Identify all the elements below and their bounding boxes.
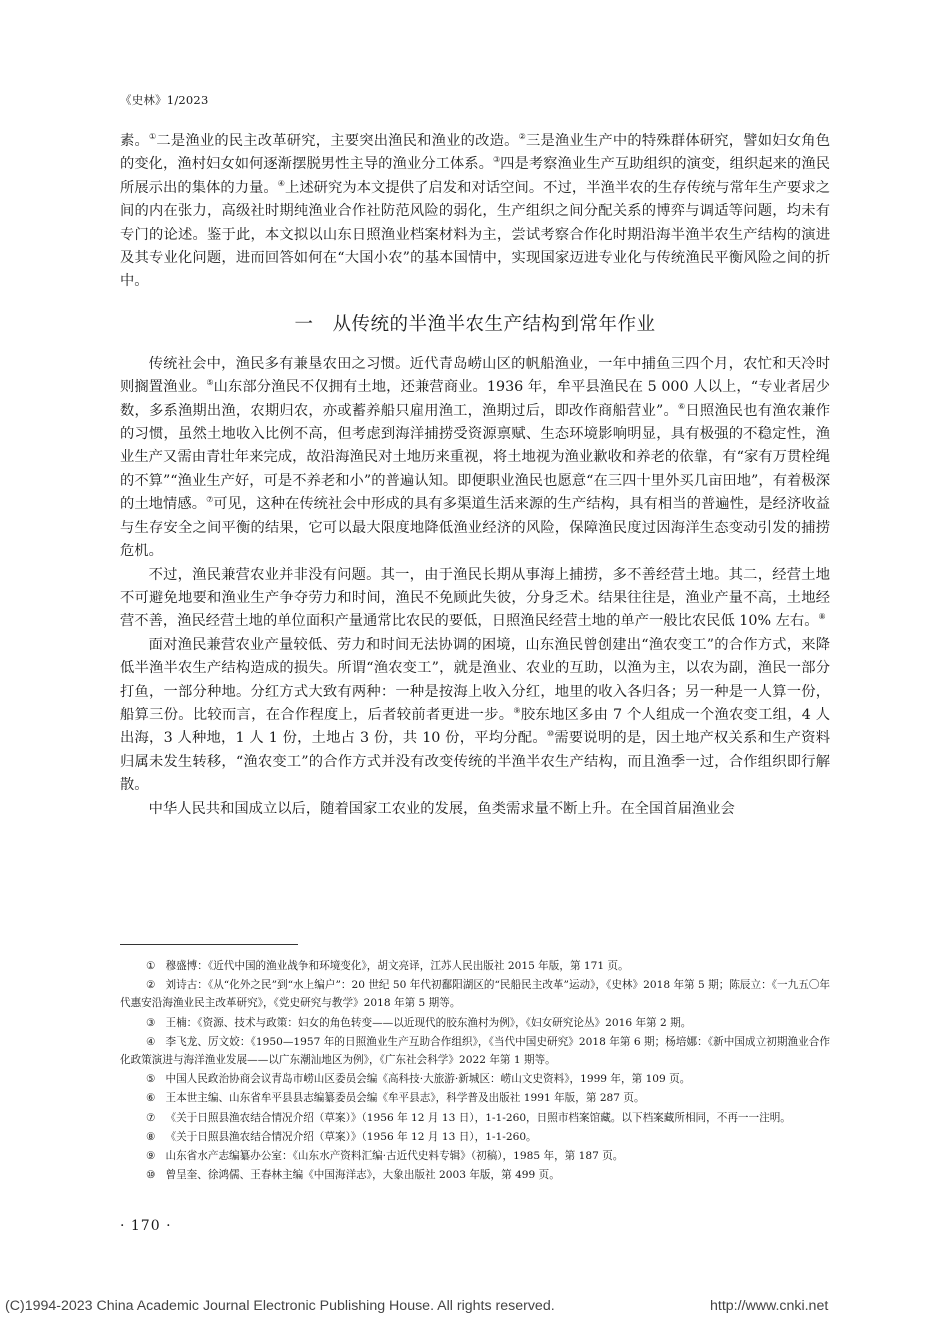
footnote-marker[interactable]: ⑥ — [677, 401, 686, 411]
footnote-number: ⑧ — [146, 1130, 156, 1143]
footnote — [120, 1166, 830, 1184]
footnote-text: 王本世主编、山东省牟平县县志编纂委员会编《牟平县志》，科学普及出版社 1991 年版，第 287 页。 — [165, 1092, 645, 1105]
footnote-text: 李飞龙、厉文姣：《1950—1957 年的日照渔业生产互助合作组织》，《当代中国史研究》2018 年第 6 期；杨培娜：《新中国成立初期渔业合作化政策演进与海洋渔业发展——以广东潮汕地区为例》，《广东社会科学》2022 年第 1 期等。 — [120, 1035, 830, 1067]
footnote-marker[interactable]: ⑩ — [546, 729, 555, 739]
footnote-text: 曾呈奎、徐鸿儒、王春林主编《中国海洋志》，大象出版社 2003 年版，第 499 页。 — [165, 1169, 560, 1182]
footnote-number: ⑥ — [146, 1092, 156, 1105]
footnote — [120, 1109, 830, 1127]
body-paragraph: 不过，渔民兼营农业并非没有问题。其一，由于渔民长期从事海上捕捞，多不善经营土地。其二，经营土地不可避免地要和渔业生产争夺劳力和时间，渔民不免顾此失彼，分身乏术。结果往往是，渔业产量不高，土地经营不善，渔民经营土地的单位面积产量通常比农民的要低，日照渔民经营土地的单产一般比农民低 10% 左右。⑧ — [120, 566, 830, 630]
footnotes — [120, 957, 830, 1185]
copyright-bar — [5, 1298, 945, 1314]
cnki-url[interactable]: http://www.cnki.net — [710, 1298, 829, 1314]
footnote-number: ③ — [146, 1016, 156, 1029]
footnote-text: 穆盛博：《近代中国的渔业战争和环境变化》，胡文亮译，江苏人民出版社 2015 年版，第 171 页。 — [165, 960, 629, 972]
footnote-number: ⑤ — [146, 1073, 156, 1086]
footnote-text: 《关于日照县渔农结合情况介绍（草案）》（1956 年 12 月 13 日），1-1-260，日照市档案馆藏。以下档案藏所相同，不再一一注明。 — [165, 1111, 791, 1124]
footnote — [120, 976, 830, 1012]
body-paragraph: 面对渔民兼营农业产量较低、劳力和时间无法协调的困境，山东渔民曾创建出“渔农变工”的合作方式，来降低半渔半农生产结构造成的损失。所谓“渔农变工”，就是渔业、农业的互助，以渔为主，以农为副，渔民一部分打鱼，一部分种地。分红方式大致有两种：一种是按海上收入分红，地里的收入各归各；另一种是一人算一份，船算三份。比较而言，在合作程度上，后者较前者更进一步。⑨胶东地区多由 7 个人组成一个渔农变工组，4 人出海，3 人种地，1 人 1 份，土地占 3 份，共 10 份，平均分配。⑩需要说明的是，因土地产权关系和生产资料归属未发生转移，“渔农变工”的合作方式并没有改变传统的半渔半农生产结构，而且渔季一过，合作组织即行解散。 — [120, 636, 831, 794]
footnote — [120, 1070, 830, 1088]
footnote — [120, 1089, 830, 1107]
footnote — [120, 1128, 830, 1146]
footnote-marker[interactable]: ④ — [277, 179, 285, 189]
footnote — [120, 1033, 830, 1069]
footnote-number: ⑦ — [146, 1111, 156, 1124]
footnote-number: ② — [146, 979, 156, 992]
article-body — [120, 130, 830, 821]
intro-paragraph: 素。①二是渔业的民主改革研究，主要突出渔民和渔业的改造。②三是渔业生产中的特殊群体研究，譬如妇女角色的变化，渔村妇女如何逐渐摆脱男性主导的渔业分工体系。③四是考察渔业生产互助组织的演变，组织起来的渔民所展示出的集体的力量。④上述研究为本文提供了启发和对话空间。不过，半渔半农的生存传统与常年生产要求之间的内在张力，高级社时期纯渔业合作社防范风险的弱化，生产组织之间分配关系的博弈与调适等问题，均未有专门的论述。鉴于此，本文拟以山东日照渔业档案材料为主，尝试考察合作化时期沿海半渔半农生产结构的演进及其专业化问题，进而回答如何在“大国小农”的基本国情中，实现国家迈进专业化与传统渔民平衡风险之间的折中。 — [120, 132, 831, 290]
body-paragraph: 传统社会中，渔民多有兼垦农田之习惯。近代青岛崂山区的帆船渔业，一年中捕鱼三四个月，农忙和天冷时则搁置渔业。⑤山东部分渔民不仅拥有土地，还兼营商业。1936 年，牟平县渔民在 5 000 人以上，“专业者居少数，多系渔期出渔，农期归农，亦或蓄养船只雇用渔工，渔期过后，即改作商船营业”。⑥日照渔民也有渔农兼作的习惯，虽然土地收入比例不高，但考虑到海洋捕捞受资源禀赋、生态环境影响明显，具有极强的不稳定性，渔业生产又需由青壮年来完成，故沿海渔民对土地历来重视，将土地视为渔业歉收和养老的依靠，有“家有万贯栓绳的不算”“渔业生产好，可是不养老和小”的普遍认知。即便职业渔民也愿意“在三四十里外买几亩田地”，有着极深的土地情感。⑦可见，这种在传统社会中形成的具有多渠道生活来源的生产结构，具有相当的普遍性，是经济收益与生存安全之间平衡的结果，它可以最大限度地降低渔业经济的风险，保障渔民度过因海洋生态变动引发的捕捞危机。 — [120, 355, 831, 560]
running-head: 《史林》1/2023 — [120, 93, 209, 107]
footnote-text: 刘诗古：《从“化外之民”到“水上编户”：20 世纪 50 年代初鄱阳湖区的“民船民主改革”运动》，《史林》2018 年第 5 期；陈辰立：《一九五〇年代惠安沿海渔业民主改革研究》，《党史研究与教学》2018 年第 5 期等。 — [120, 979, 831, 1010]
page-number: · 170 · — [120, 1218, 172, 1234]
footnote-number: ⑩ — [146, 1169, 156, 1182]
footnote-text: 王楠：《资源、技术与政策：妇女的角色转变——以近现代的胶东渔村为例》，《妇女研究论丛》2016 年第 2 期。 — [165, 1016, 692, 1029]
footnote-divider — [120, 944, 298, 945]
footnote — [120, 957, 830, 975]
footnote-number: ① — [146, 960, 156, 972]
body-paragraph: 中华人民共和国成立以后，随着国家工农业的发展，鱼类需求量不断上升。在全国首届渔业会 — [148, 800, 735, 817]
footnote — [120, 1014, 830, 1032]
footnote-number: ④ — [146, 1035, 156, 1048]
footnote-text: 《关于日照县渔农结合情况介绍（草案）》（1956 年 12 月 13 日），1-1-260。 — [165, 1130, 537, 1143]
section-title: 一 从传统的半渔半农生产结构到常年作业 — [294, 313, 656, 335]
copyright-notice: (C)1994-2023 China Academic Journal Electronic Publishing House. All rights reserved. — [5, 1298, 555, 1314]
footnote-marker[interactable]: ⑧ — [818, 612, 826, 622]
footnote-number: ⑨ — [146, 1150, 156, 1163]
footnote-text: 山东省水产志编纂办公室：《山东水产资料汇编·古近代史料专辑》（初稿），1985 年，第 187 页。 — [165, 1150, 624, 1163]
footnote-marker[interactable]: ⑤ — [206, 378, 214, 388]
footnote-marker[interactable]: ⑦ — [206, 495, 214, 505]
footnote-marker[interactable]: ⑨ — [513, 706, 521, 716]
footnote-marker[interactable]: ② — [518, 132, 526, 142]
footnote-text: 中国人民政治协商会议青岛市崂山区委员会编《高科技·大旅游·新城区：崂山文史资料》，1999 年，第 109 页。 — [165, 1073, 691, 1086]
footnote — [120, 1147, 830, 1165]
footnote-marker[interactable]: ① — [148, 132, 157, 142]
footnote-marker[interactable]: ③ — [492, 155, 501, 165]
